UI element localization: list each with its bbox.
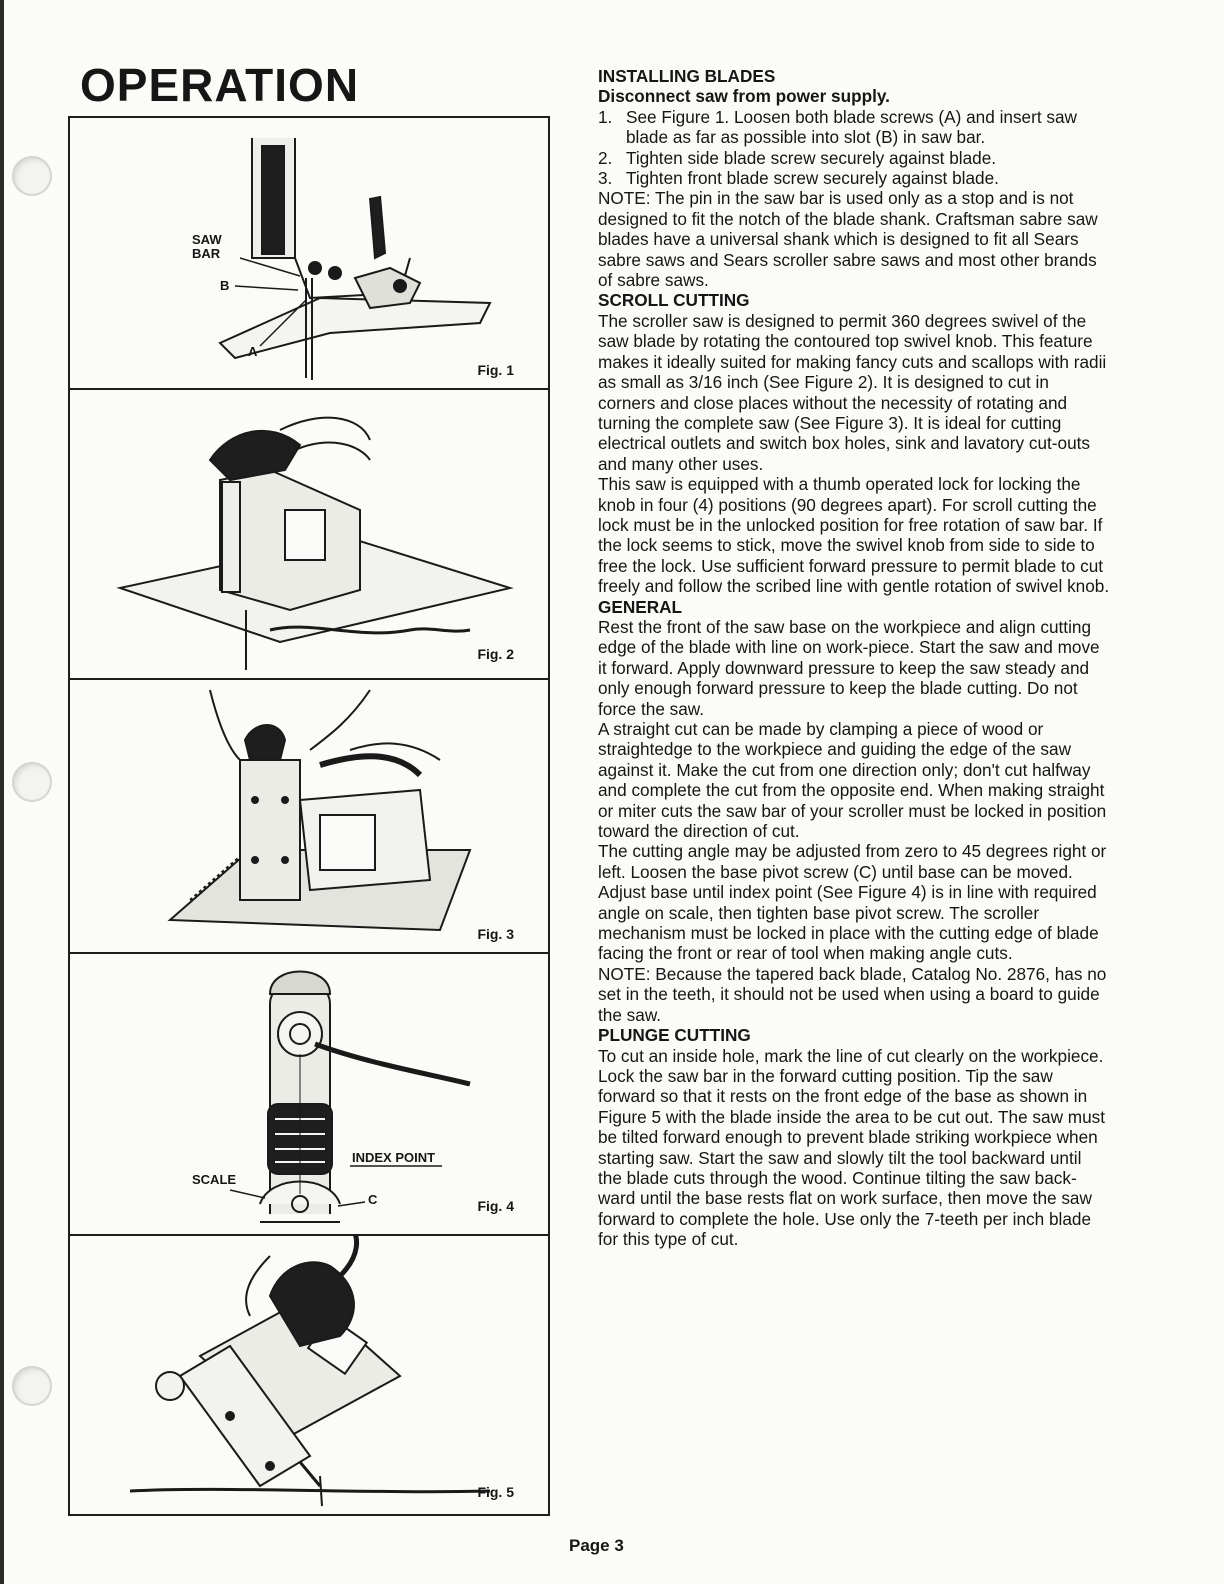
callout-index-point: INDEX POINT — [352, 1150, 436, 1165]
callout-saw-bar-1: SAW — [192, 232, 222, 247]
step-number: 1. — [598, 106, 613, 127]
step-text: Tighten front blade screw securely against blade. — [626, 168, 999, 189]
callout-scale: SCALE — [192, 1172, 237, 1187]
figure-5-illustration — [70, 1236, 548, 1514]
binder-hole-middle — [12, 762, 52, 802]
binder-hole-top — [12, 156, 52, 196]
figure-2-label: Fig. 2 — [477, 646, 514, 662]
install-step — [598, 148, 1110, 168]
paragraph: To cut an inside hole, mark the line of cut clearly on the workpiece. Lock the saw bar in the forward cutting position. Tip the saw forward so that it rests on the front edge of the base as shown in Figure 5 with the blade inside the area to be cut out. The saw must be tilted forward enough to prevent blade striking workpiece when starting saw. Start the saw and slowly tilt the tool backward until the blade cuts through the wood. Continue tilting the saw back-ward until the base rests flat on work surface, then move the saw forward to complete the hole. Use only the 7-teeth per inch blade for this type of cut. — [598, 1045, 1106, 1250]
figure-1-illustration — [70, 118, 548, 390]
paragraph: Rest the front of the saw base on the workpiece and align cutting edge of the blade with line on work-piece. Start the saw and move it forward. Apply downward pressure to keep the saw steady and only enough forward pressure to keep the blade cutting. Do not force the saw. — [598, 616, 1100, 719]
step-number: 2. — [598, 147, 613, 168]
step-text: See Figure 1. Loosen both blade screws (A) and insert saw blade as far as possible into slot (B) in saw bar. — [626, 106, 1077, 148]
paragraph: The cutting angle may be adjusted from zero to 45 degrees right or left. Loosen the base pivot screw (C) until base can be moved. Adjust base until index point (See Figure 4) is in line with required angle on scale, then tighten base pivot screw. The scroller mechanism must be locked in place with the cutting edge of blade facing the front or rear of tool when making angle cuts. — [598, 841, 1107, 964]
figure-4-label: Fig. 4 — [477, 1198, 514, 1214]
step-number: 3. — [598, 168, 613, 189]
disconnect-warning: Disconnect saw from power supply. — [598, 86, 890, 107]
figure-2-illustration — [70, 390, 548, 680]
scroll-cutting-heading: SCROLL CUTTING — [598, 290, 750, 311]
figure-3-illustration — [70, 680, 548, 954]
paragraph: NOTE: Because the tapered back blade, Catalog No. 2876, has no set in the teeth, it should not be used when using a board to guide the saw. — [598, 963, 1107, 1025]
installing-blades-heading: INSTALLING BLADES — [598, 66, 776, 86]
figure-4-panel — [70, 954, 548, 1236]
callout-saw-bar-2: BAR — [192, 246, 221, 261]
figure-1-panel — [70, 118, 548, 390]
paragraph: A straight cut can be made by clamping a piece of wood or straightedge to the workpiece and guiding the edge of the saw against it. Make the cut from one direction only; don't cut halfway and complete the cut from the opposite end. When making straight or miter cuts the saw bar of your scroller must be locked in position toward the direction of cut. — [598, 719, 1107, 842]
figure-3-label: Fig. 3 — [477, 926, 514, 942]
callout-c: C — [368, 1192, 378, 1207]
page-heading: OPERATION — [80, 59, 360, 111]
plunge-cutting-heading: PLUNGE CUTTING — [598, 1025, 751, 1046]
figure-column — [68, 116, 550, 1516]
page-left-edge — [0, 0, 4, 1584]
instructions-column — [598, 66, 1110, 1250]
paragraph: This saw is equipped with a thumb operated lock for locking the knob in four (4) positions (90 degrees apart). For scroll cutting the lock must be in the unlocked position for free rotation of saw bar. If the lock seems to stick, move the swivel knob from side to side to free the lock. Use sufficient forward pressure to permit blade to cut freely and follow the scribed line with gentle rotation of swivel knob. — [598, 474, 1110, 597]
figure-1-label: Fig. 1 — [477, 362, 514, 378]
step-text: Tighten side blade screw securely against blade. — [626, 147, 997, 168]
install-step — [598, 107, 1110, 148]
callout-a: A — [248, 344, 258, 359]
blade-shank-note: NOTE: The pin in the saw bar is used only as a stop and is not designed to fit the notch of the blade shank. Craftsman sabre saw blades have a universal shank which is designed to fit all Sears sabre saws and Sears scroller sabre saws and most other brands of sabre saws. — [598, 188, 1098, 291]
figure-3-panel — [70, 680, 548, 954]
figure-5-panel — [70, 1236, 548, 1514]
figure-4-illustration — [70, 954, 548, 1236]
figure-2-panel — [70, 390, 548, 680]
figure-5-label: Fig. 5 — [477, 1484, 514, 1500]
page-number: Page 3 — [569, 1536, 624, 1555]
general-heading: GENERAL — [598, 596, 683, 617]
binder-hole-bottom — [12, 1366, 52, 1406]
callout-b: B — [220, 278, 230, 293]
install-step — [598, 168, 1110, 188]
paragraph: The scroller saw is designed to permit 360 degrees swivel of the saw blade by rotating the contoured top swivel knob. This feature makes it ideally suited for making fancy cuts and scallops with radii as small as 3/16 inch (See Figure 2). It is designed to cut in corners and close places without the necessity of rotating and turning the complete saw (See Figure 3). It is ideal for cutting electrical outlets and switch box holes, sink and lavatory cut-outs and many other uses. — [598, 310, 1107, 474]
